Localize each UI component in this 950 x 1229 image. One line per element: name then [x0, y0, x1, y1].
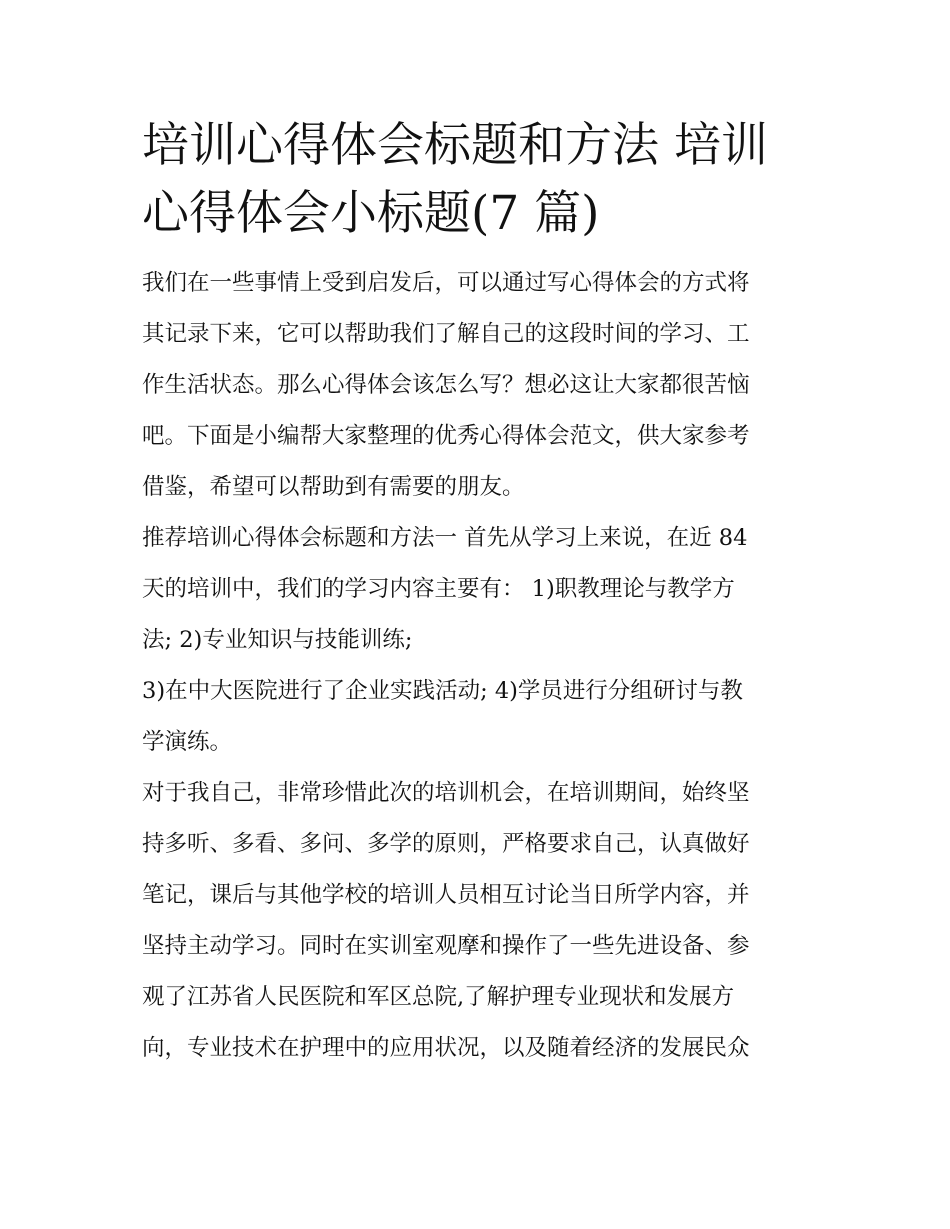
body-line: 笔记，课后与其他学校的培训人员相互讨论当日所学内容，并 — [142, 882, 750, 908]
document-title — [142, 112, 814, 248]
body-line: 学演练。 — [142, 729, 233, 755]
body-line: 借鉴，希望可以帮助到有需要的朋友。 — [142, 474, 525, 500]
title-line: 培训心得体会标题和方法 培训 — [142, 118, 768, 173]
body-line: 作生活状态。那么心得体会该怎么写？想必这让大家都很苦恼 — [142, 372, 750, 398]
document-page — [142, 112, 814, 1074]
body-line: 吧。下面是小编帮大家整理的优秀心得体会范文，供大家参考 — [142, 423, 750, 449]
body-line: 坚持主动学习。同时在实训室观摩和操作了一些先进设备、参 — [142, 933, 750, 959]
body-line: 法; 2)专业知识与技能训练; — [142, 627, 413, 653]
body-line: 持多听、多看、多问、多学的原则，严格要求自己，认真做好 — [142, 831, 750, 857]
body-line: 观了江苏省人民医院和军区总院,了解护理专业现状和发展方 — [142, 984, 735, 1010]
body-line: 天的培训中，我们的学习内容主要有： 1)职教理论与教学方 — [142, 576, 735, 602]
document-body — [142, 258, 814, 1074]
body-line: 3)在中大医院进行了企业实践活动; 4)学员进行分组研讨与教 — [142, 678, 743, 704]
body-line: 向，专业技术在护理中的应用状况，以及随着经济的发展民众 — [142, 1035, 750, 1061]
body-line: 对于我自己，非常珍惜此次的培训机会，在培训期间，始终坚 — [142, 780, 750, 806]
body-line: 推荐培训心得体会标题和方法一 首先从学习上来说，在近 84 — [142, 525, 748, 551]
title-line: 心得体会小标题(7 篇) — [142, 186, 600, 241]
body-line: 我们在一些事情上受到启发后，可以通过写心得体会的方式将 — [142, 270, 750, 296]
body-line: 其记录下来，它可以帮助我们了解自己的这段时间的学习、工 — [142, 321, 750, 347]
